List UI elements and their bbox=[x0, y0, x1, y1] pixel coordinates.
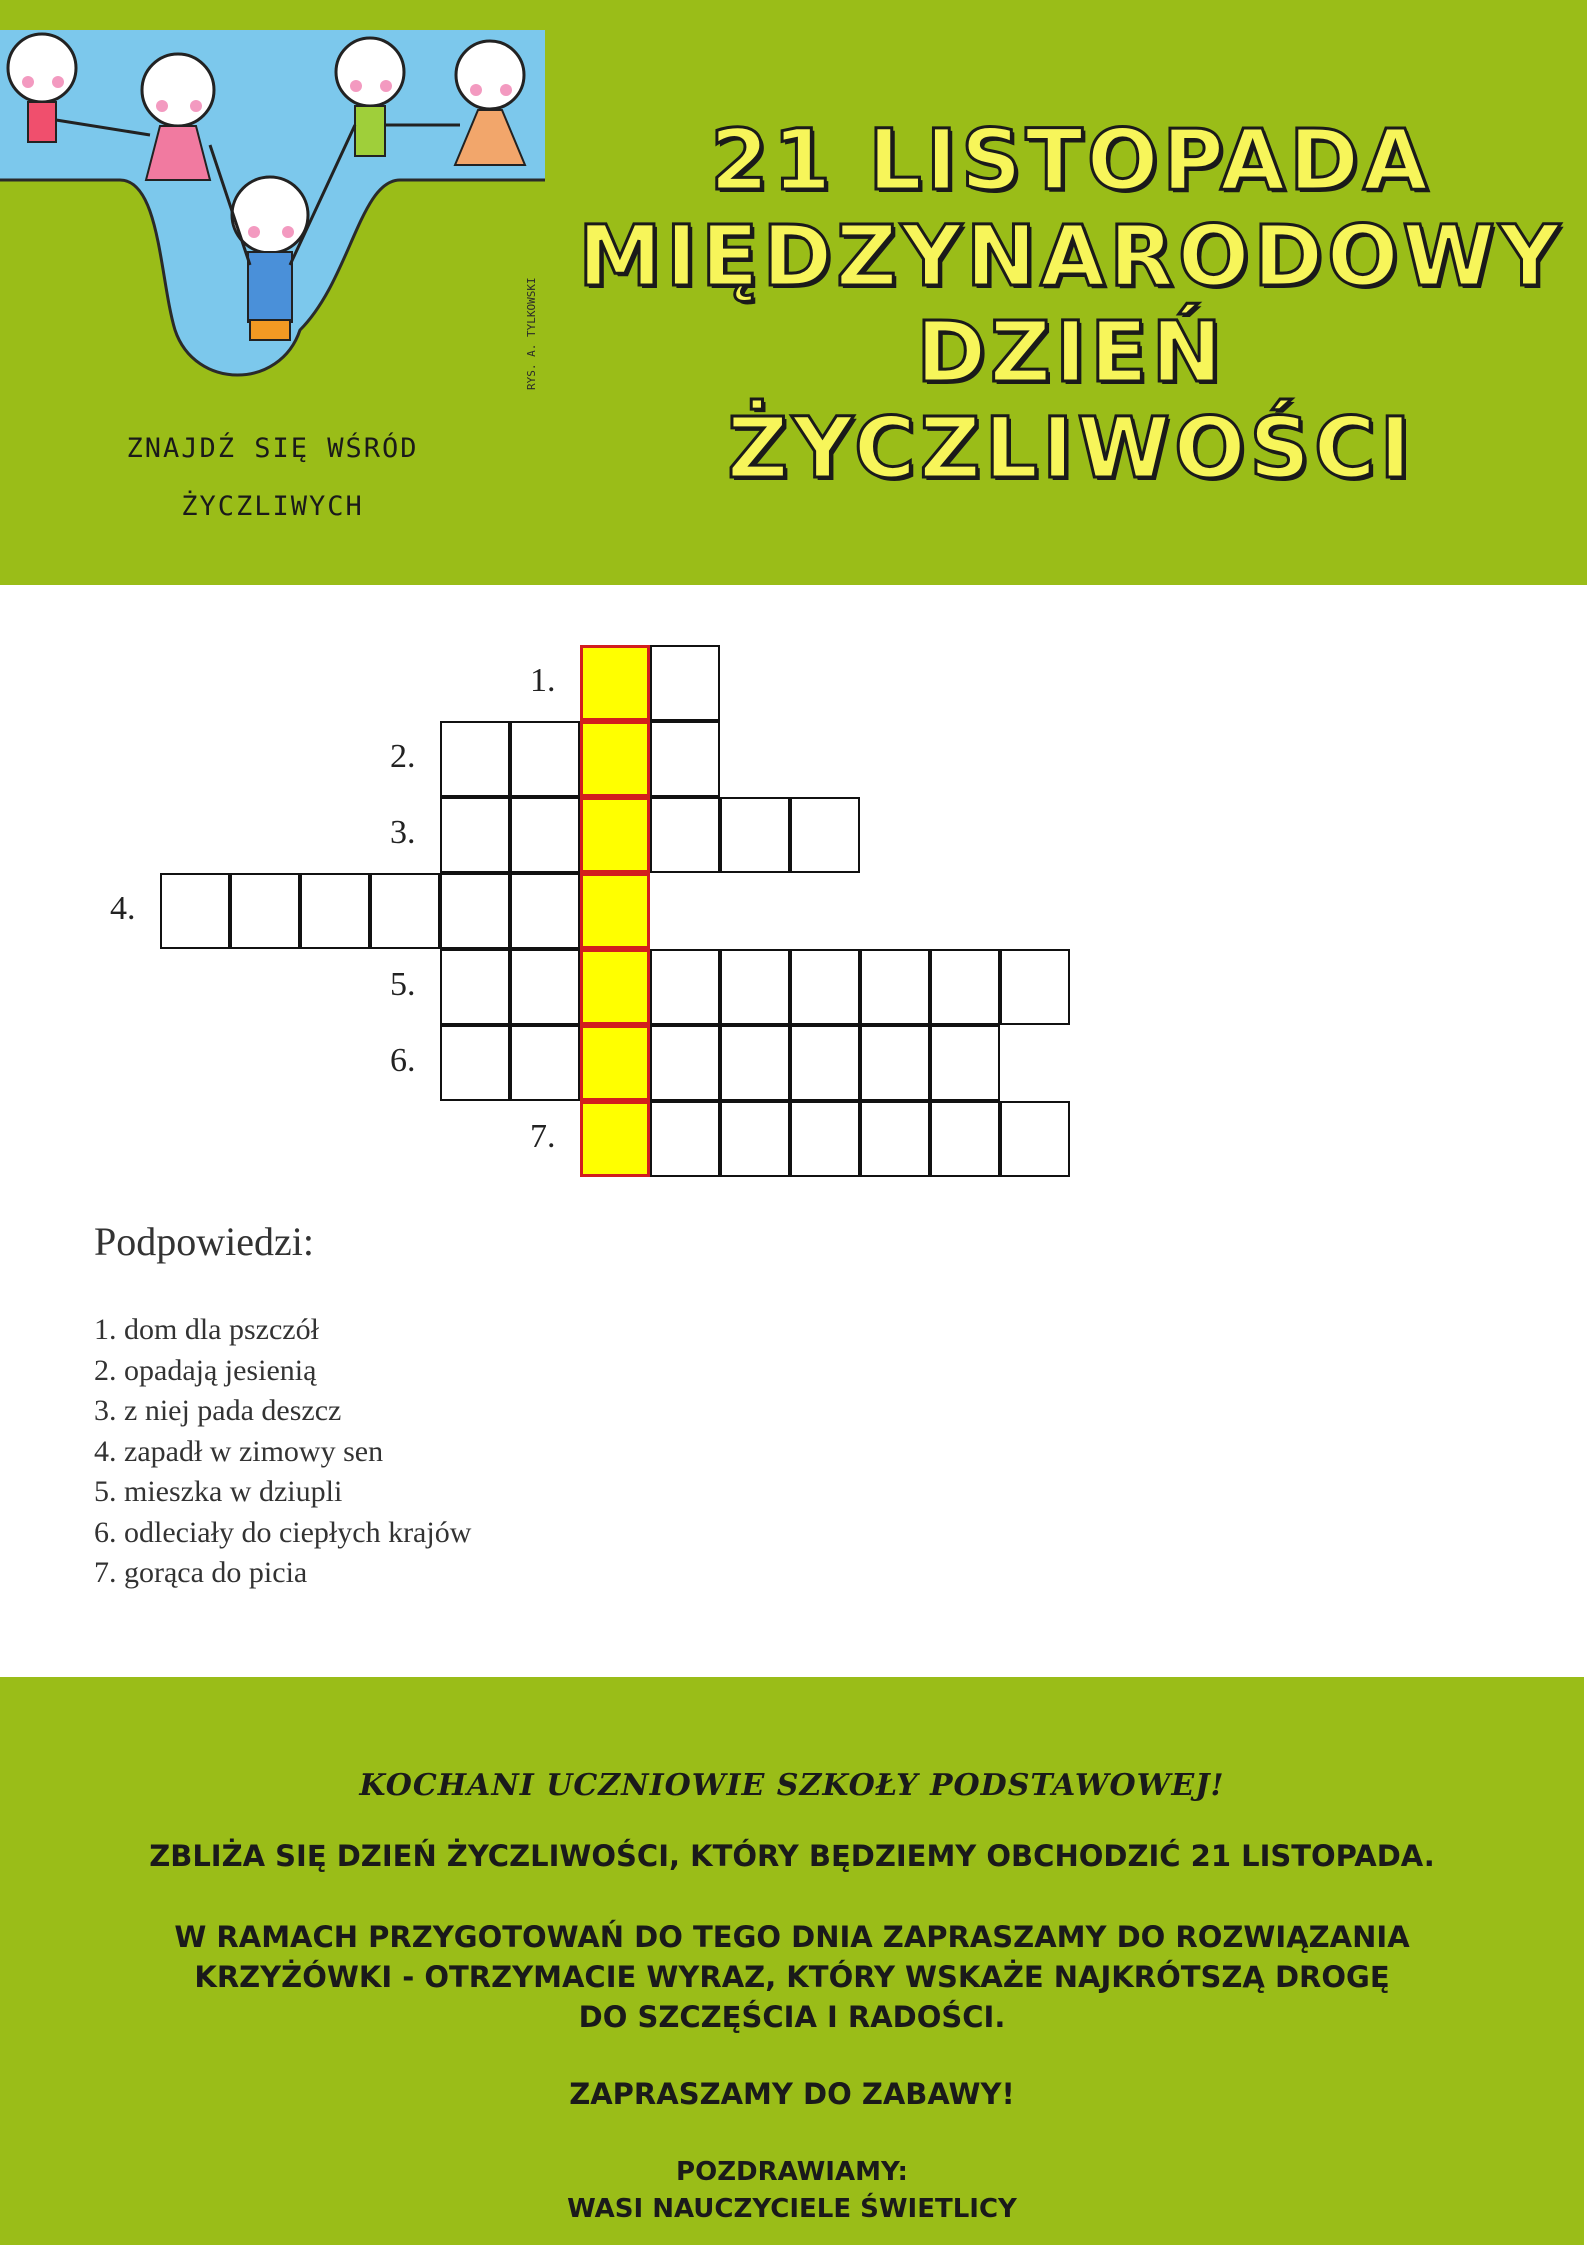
crossword-cell bbox=[440, 797, 510, 873]
regards-line: WASI NAUCZYCIELE ŚWIETLICY bbox=[567, 2194, 1017, 2224]
crossword-key-cell bbox=[580, 721, 650, 797]
title-line: MIĘDZYNARODOWY bbox=[578, 207, 1564, 305]
crossword-cell bbox=[510, 721, 580, 797]
title-line: ŻYCZLIWOŚCI bbox=[727, 399, 1415, 497]
hint-item: 2. opadają jesienią bbox=[94, 1353, 317, 1387]
instructions-line: KRZYŻÓWKI - OTRZYMACIE WYRAZ, KTÓRY WSKAŻE NAJKRÓTSZĄ DROGĘ bbox=[194, 1960, 1390, 1994]
crossword-cell bbox=[790, 949, 860, 1025]
crossword-key-cell bbox=[580, 797, 650, 873]
crossword-cell bbox=[930, 1101, 1000, 1177]
crossword-cell bbox=[510, 797, 580, 873]
crossword-row-number: 7. bbox=[530, 1118, 556, 1155]
crossword-cell bbox=[370, 873, 440, 949]
hint-item: 1. dom dla pszczół bbox=[94, 1313, 319, 1346]
hints-title: Podpowiedzi: bbox=[94, 1219, 314, 1264]
illustration-caption-line: ZNAJDŹ SIĘ WŚRÓD bbox=[126, 433, 419, 464]
crossword-cell bbox=[650, 949, 720, 1025]
crossword-cell bbox=[860, 1101, 930, 1177]
crossword-cell bbox=[1000, 949, 1070, 1025]
crossword-cell bbox=[650, 797, 720, 873]
instructions-line: DO SZCZĘŚCIA I RADOŚCI. bbox=[578, 2000, 1006, 2034]
crossword-cell bbox=[650, 1025, 720, 1101]
hint-item: 5. mieszka w dziupli bbox=[94, 1475, 343, 1508]
crossword-cell bbox=[790, 1101, 860, 1177]
crossword-cell bbox=[720, 1025, 790, 1101]
crossword-row-number: 5. bbox=[390, 966, 416, 1003]
crossword-cell bbox=[720, 1101, 790, 1177]
crossword-cell bbox=[650, 1101, 720, 1177]
crossword-cell bbox=[790, 1025, 860, 1101]
regards-line: POZDRAWIAMY: bbox=[676, 2157, 908, 2187]
crossword-cell bbox=[440, 1025, 510, 1101]
crossword-row-number: 4. bbox=[110, 890, 136, 927]
crossword-cell bbox=[510, 949, 580, 1025]
svg-text:RYS. A. TYLKOWSKI: RYS. A. TYLKOWSKI bbox=[525, 277, 538, 390]
crossword-cell bbox=[440, 949, 510, 1025]
crossword-key-cell bbox=[580, 949, 650, 1025]
crossword-cell bbox=[860, 1025, 930, 1101]
crossword-key-cell bbox=[580, 1101, 650, 1177]
hint-item: 6. odleciały do ciepłych krajów bbox=[94, 1515, 472, 1549]
crossword-key-cell bbox=[580, 873, 650, 949]
crossword-cell bbox=[440, 721, 510, 797]
illustration-caption bbox=[0, 420, 545, 536]
crossword-key-cell bbox=[580, 1025, 650, 1101]
regards-block bbox=[0, 2154, 1584, 2228]
crossword-cell bbox=[650, 721, 720, 797]
header-banner bbox=[0, 0, 1587, 585]
illustration-caption-line: ŻYCZLIWYCH bbox=[181, 491, 364, 522]
hint-item: 7. gorąca do picia bbox=[94, 1556, 308, 1589]
crossword-cell bbox=[440, 873, 510, 949]
crossword-cell bbox=[720, 949, 790, 1025]
crossword-row-number: 6. bbox=[390, 1042, 416, 1079]
crossword-row-number: 2. bbox=[390, 738, 416, 775]
crossword-cell bbox=[650, 645, 720, 721]
crossword-cell bbox=[230, 873, 300, 949]
crossword-grid bbox=[0, 585, 1100, 1205]
title-line: 21 LISTOPADA bbox=[710, 111, 1432, 209]
announcement-line: ZBLIŻA SIĘ DZIEŃ ŻYCZLIWOŚCI, KTÓRY BĘDZIEMY OBCHODZIĆ 21 LISTOPADA. bbox=[149, 1839, 1435, 1873]
crossword-cell bbox=[510, 873, 580, 949]
title-line: DZIEŃ bbox=[916, 303, 1226, 401]
crossword-cell bbox=[160, 873, 230, 949]
hint-item: 3. z niej pada deszcz bbox=[94, 1394, 342, 1427]
page-title bbox=[555, 112, 1587, 496]
instructions-line: W RAMACH PRZYGOTOWAŃ DO TEGO DNIA ZAPRASZAMY DO ROZWIĄZANIA bbox=[174, 1920, 1410, 1954]
crossword-key-cell bbox=[580, 645, 650, 721]
footer-banner bbox=[0, 1677, 1584, 2245]
hint-item: 4. zapadł w zimowy sen bbox=[94, 1434, 384, 1468]
crossword-row-number: 1. bbox=[530, 662, 556, 699]
crossword-cell bbox=[510, 1025, 580, 1101]
crossword-cell bbox=[1000, 1101, 1070, 1177]
crossword-cell bbox=[300, 873, 370, 949]
greeting-heading: KOCHANI UCZNIOWIE SZKOŁY PODSTAWOWEJ! bbox=[359, 1768, 1225, 1803]
crossword-cell bbox=[930, 1025, 1000, 1101]
crossword-cell bbox=[860, 949, 930, 1025]
crossword-cell bbox=[720, 797, 790, 873]
crossword-cell bbox=[790, 797, 860, 873]
hints-list bbox=[94, 1310, 471, 1594]
crossword-cell bbox=[930, 949, 1000, 1025]
invite-line: ZAPRASZAMY DO ZABAWY! bbox=[569, 2077, 1015, 2111]
crossword-row-number: 3. bbox=[390, 814, 416, 851]
instructions-paragraph bbox=[0, 1917, 1584, 2037]
